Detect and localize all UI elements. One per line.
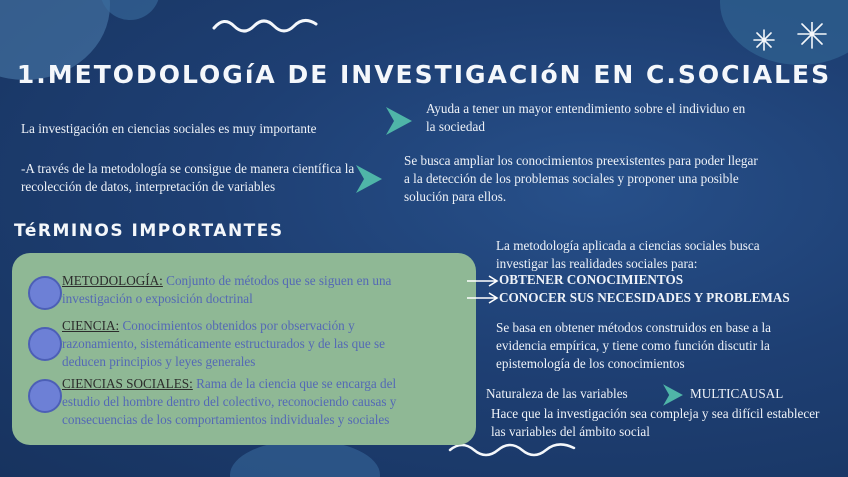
sparkle-icon [746, 22, 836, 62]
goal-2: CONOCER SUS NECESIDADES Y PROBLEMAS [499, 290, 790, 305]
term-bullet-icon [28, 276, 62, 310]
chevron-right-icon [382, 104, 416, 138]
purpose-text: La metodología aplicada a ciencias sociales busca investigar las realidades sociales para: [496, 238, 760, 271]
term-bullet-icon [28, 379, 62, 413]
term-bullet-icon [28, 327, 62, 361]
chevron-right-icon [352, 162, 386, 196]
goal-1: OBTENER CONOCIMIENTOS [499, 272, 684, 287]
term-definition: Rama de la ciencia que se encarga del estudio del hombre dentro del colectivo, reconociendo causas y consecuencias de los comportamientos individuales y sociales [62, 376, 397, 427]
term-key: METODOLOGÍA: [62, 273, 163, 288]
decor-blob-bottom [230, 440, 380, 477]
intro-left-2: -A través de la metodología se consigue de manera científica la recolección de datos, interpretación de variables [21, 161, 355, 194]
term-key: CIENCIAS SOCIALES: [62, 376, 193, 391]
term-key: CIENCIA: [62, 318, 120, 333]
intro-right-2: Se busca ampliar los conocimientos preexistentes para poder llegar a la detección de los problemas sociales y proponer una posible solución para ellos. [404, 153, 758, 204]
slide-title: 1.METODOLOGíA DE INVESTIGACIóN EN C.SOCIALES [16, 60, 832, 89]
term-definition: Conocimientos obtenidos por observación y razonamiento, sistemáticamente estructurados y de las que se deducen principios y leyes generales [62, 318, 385, 369]
term-ciencias-sociales [62, 375, 402, 429]
arrow-right-icon [466, 291, 500, 305]
term-definition: Conjunto de métodos que se siguen en una investigación o exposición doctrinal [62, 273, 392, 306]
arrow-right-icon [466, 274, 500, 288]
term-ciencia [62, 317, 414, 371]
terms-heading: TéRMINOS IMPORTANTES [14, 221, 284, 241]
basis-text: Se basa en obtener métodos construidos en base a la evidencia empírica, y tiene como función discutir la epistemología de los conocimientos [496, 320, 772, 371]
nature-label: Naturaleza de las variables [486, 386, 628, 401]
decor-squiggle-bottom-icon [448, 440, 578, 462]
nature-value: MULTICAUSAL [690, 386, 784, 401]
complexity-text: Hace que la investigación sea compleja y sea difícil establecer las variables del ámbito social [491, 406, 820, 439]
intro-right-1: Ayuda a tener un mayor entendimiento sobre el individuo en la sociedad [426, 101, 746, 134]
term-metodologia [62, 272, 412, 308]
decor-squiggle-top-icon [212, 14, 322, 36]
intro-left-1: La investigación en ciencias sociales es muy importante [21, 121, 317, 136]
decor-blob-top-center [100, 0, 160, 20]
